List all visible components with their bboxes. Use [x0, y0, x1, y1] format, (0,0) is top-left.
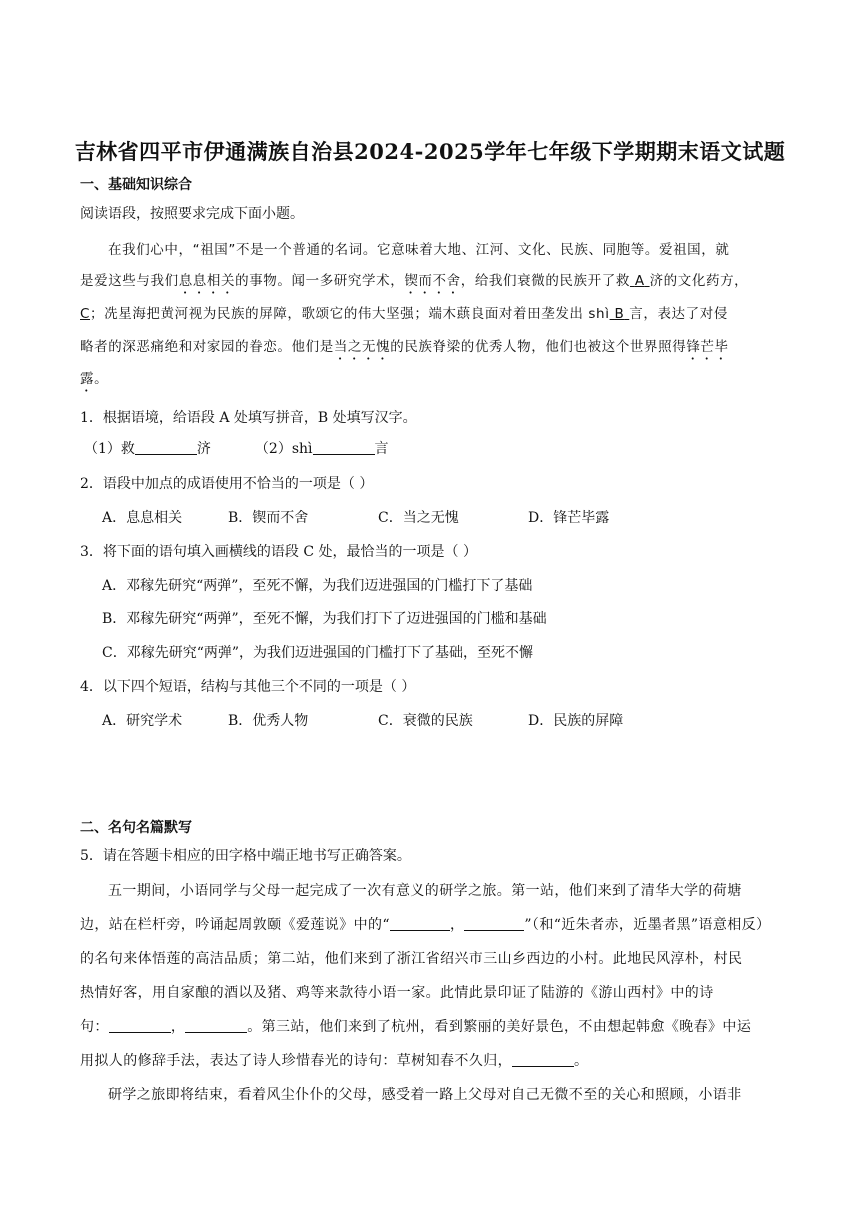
passage-line-3: [80, 302, 780, 322]
q3-option-c[interactable]: C．邓稼先研究“两弹”，为我们迈进强国的门槛打下了基础，至死不懈: [102, 645, 534, 661]
q5-passage-line-6: 用拟人的修辞手法，表达了诗人珍惜春光的诗句：草树知春不久归， 。: [80, 1053, 589, 1069]
passage-text: 的事物。闻一多研究学术，: [235, 273, 405, 289]
passage-text: ，给我们衰微的民族开了救: [460, 273, 630, 289]
question-2-stem: 2．语段中加点的成语使用不恰当的一项是（ ）: [80, 476, 374, 492]
dotted-idiom-3: 当之无愧: [333, 339, 391, 355]
passage-text: 边，站在栏杆旁，吟诵起周敦颐《爱莲说》中的“: [80, 917, 390, 933]
q2-option-a[interactable]: A．息息相关: [102, 510, 183, 526]
question-1-stem: 1．根据语境，给语段 A 处填写拼音，B 处填写汉字。: [80, 410, 417, 426]
q3-option-a[interactable]: A．邓稼先研究“两弹”，至死不懈，为我们迈进强国的门槛打下了基础: [102, 578, 533, 594]
q5-answer-blank-3[interactable]: [109, 1018, 171, 1033]
q1-part2-end: 言: [374, 441, 389, 457]
question-1-parts: [84, 438, 784, 458]
question-4-stem: 4．以下四个短语，结构与其他三个不同的一项是（ ）: [80, 679, 416, 695]
passage-line-2: [80, 269, 780, 297]
q5-answer-blank-2[interactable]: [464, 916, 524, 931]
q3-option-b[interactable]: B．邓稼先研究“两弹”，至死不懈，为我们打下了迈进强国的门槛和基础: [102, 611, 547, 627]
passage-text: 用拟人的修辞手法，表达了诗人珍惜春光的诗句：草树知春不久归，: [80, 1053, 512, 1069]
passage-text: 的民族脊梁的优秀人物，他们也被这个世界照得: [390, 339, 687, 355]
dotted-idiom-2: 锲而不舍: [404, 273, 461, 289]
question-3-stem: 3．将下面的语句填入画横线的语段 C 处，最恰当的一项是（ ）: [80, 544, 477, 560]
q5-answer-blank-1[interactable]: [390, 916, 450, 931]
passage-line-5: [80, 367, 780, 395]
passage-text: 略者的深恶痛绝和对家园的眷恋。他们是: [80, 339, 334, 355]
passage-text: 五一期间，小语同学与父母一起完成了一次有意义的研学之旅。第一站，他们来到了清华大学的荷塘: [108, 883, 742, 899]
q5-passage-line-5: 句： ， 。第三站，他们来到了杭州，看到繁丽的美好景色，不由想起韩愈《晚春》中运: [80, 1019, 752, 1035]
q2-option-b[interactable]: B．锲而不舍: [228, 510, 309, 526]
passage-line-1: [80, 238, 808, 258]
passage-text: 句：: [80, 1019, 109, 1035]
q5-passage2-line-1: [80, 1084, 808, 1104]
q1-part1-end: 济: [196, 441, 211, 457]
dotted-idiom-4b: 露: [80, 371, 95, 387]
q2-option-c[interactable]: C．当之无愧: [378, 510, 459, 526]
q5-passage-line-2: 边，站在栏杆旁，吟诵起周敦颐《爱莲说》中的“ ， ”（和“近朱者赤，近墨者黑”语意相反）: [80, 917, 771, 933]
dotted-idiom-4a: 锋芒毕: [686, 339, 729, 355]
passage-text: 的名句来体悟莲的高洁品质；第二站，他们来到了浙江省绍兴市三山乡西边的小村。此地民风淳朴，村民: [80, 951, 743, 967]
blank-marker-c: C: [80, 306, 91, 322]
q1-answer-blank-1[interactable]: [135, 440, 197, 455]
blank-marker-b: B: [614, 306, 625, 322]
passage-text: ”（和“近朱者赤，近墨者黑”语意相反）: [524, 917, 771, 933]
blank-marker-a: A: [634, 273, 645, 289]
question-5-stem: 5．请在答题卡相应的田字格中端正地书写正确答案。: [80, 848, 411, 864]
q5-answer-blank-5[interactable]: [512, 1052, 574, 1067]
passage-text: 。: [94, 371, 109, 387]
page-title: 吉林省四平市伊通满族自治县2024-2025学年七年级下学期期末语文试题: [74, 139, 786, 164]
q5-passage-line-3: [80, 948, 780, 968]
section-heading-recitation: 二、名句名篇默写: [80, 820, 192, 836]
section-heading-basics: 一、基础知识综合: [80, 177, 192, 193]
q5-passage-line-4: [80, 982, 780, 1002]
dotted-idiom-1: 息息相关: [178, 273, 236, 289]
passage-text: 研学之旅即将结束，看着风尘仆仆的父母，感受着一路上父母对自己无微不至的关心和照顾，小语非: [108, 1087, 742, 1103]
q5-answer-blank-4[interactable]: [185, 1018, 247, 1033]
passage-line-4: [80, 335, 780, 363]
passage-text: 济的文化药方，: [649, 273, 749, 289]
q5-passage-line-1: [80, 880, 808, 900]
passage-text: ；冼星海把黄河视为民族的屏障，歌颂它的伟大坚强；端木蕻良面对着田垄发出 shì: [90, 306, 610, 322]
passage-text: 在我们心中，“祖国”不是一个普通的名词。它意味着大地、江河、文化、民族、同胞等。爱祖国，就: [108, 242, 730, 258]
q4-option-d[interactable]: D．民族的屏障: [528, 713, 624, 729]
passage-text: 。第三站，他们来到了杭州，看到繁丽的美好景色，不由想起韩愈《晚春》中运: [247, 1019, 752, 1035]
q4-option-b[interactable]: B．优秀人物: [228, 713, 309, 729]
passage-text: 言，表达了对侵: [629, 306, 728, 322]
q1-part2-label: （2）shì: [254, 441, 313, 457]
passage-text: 是爱这些与我们: [80, 273, 179, 289]
section-intro: 阅读语段，按照要求完成下面小题。: [80, 206, 304, 222]
q1-answer-blank-2[interactable]: [313, 440, 375, 455]
q4-option-a[interactable]: A．研究学术: [102, 713, 183, 729]
q2-option-d[interactable]: D．锋芒毕露: [528, 510, 610, 526]
q1-part1-label: （1）救: [84, 441, 135, 457]
q4-option-c[interactable]: C．衰微的民族: [378, 713, 473, 729]
passage-text: 热情好客，用自家酿的酒以及猪、鸡等来款待小语一家。此情此景印证了陆游的《游山西村》中的诗: [80, 985, 714, 1001]
